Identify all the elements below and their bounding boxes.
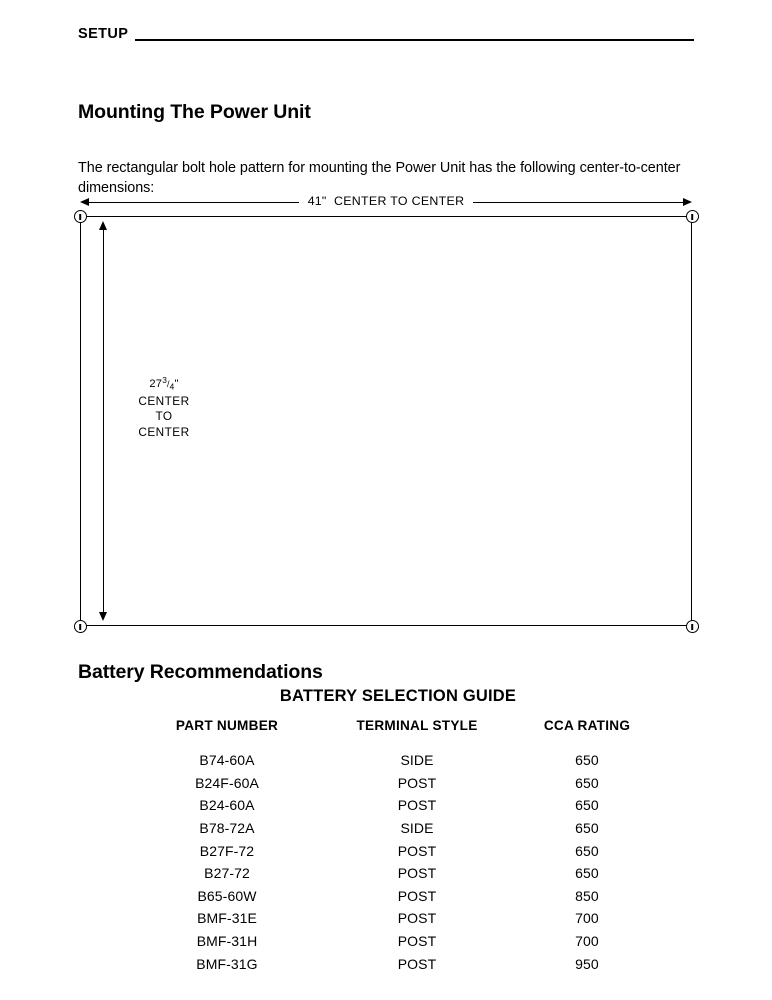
cell-part-number: B27-72 — [204, 865, 250, 882]
column-header-cca-rating: CCA RATING — [543, 718, 631, 733]
vertical-dimension-measure — [118, 377, 210, 393]
bolt-hole-icon-top-right — [686, 210, 699, 223]
bolt-hole-icon-bottom-right — [686, 620, 699, 633]
table-row — [130, 952, 664, 975]
arrow-left-icon — [80, 198, 89, 206]
cell-cca-rating: 650 — [575, 774, 599, 791]
vertical-dimension-line — [103, 230, 104, 612]
table-row — [130, 772, 664, 795]
cell-terminal-style: SIDE — [400, 752, 434, 769]
cell-terminal-style: POST — [397, 955, 437, 972]
vertical-measure-whole: 27 — [149, 378, 163, 390]
table-row — [130, 862, 664, 885]
section-heading-mounting: Mounting The Power Unit — [78, 101, 311, 124]
running-header-label: SETUP — [78, 25, 129, 42]
arrow-down-icon — [99, 612, 107, 621]
horizontal-dimension-label — [299, 195, 474, 207]
mounting-intro-paragraph: The rectangular bolt hole pattern for mounting the Power Unit has the following center-to-center dimensions: — [78, 160, 681, 197]
cell-terminal-style: POST — [397, 933, 437, 950]
vertical-dimension-line3: CENTER — [138, 424, 190, 439]
vertical-measure-unit: " — [174, 378, 179, 390]
running-header — [78, 24, 694, 46]
vertical-dimension — [97, 221, 109, 621]
cell-terminal-style: POST — [397, 842, 437, 859]
bolt-hole-pattern-diagram — [60, 185, 760, 635]
cell-part-number: B27F-72 — [199, 842, 255, 859]
cell-cca-rating: 950 — [575, 955, 599, 972]
cell-cca-rating: 650 — [575, 797, 599, 814]
cell-cca-rating: 650 — [575, 820, 599, 837]
fraction-numerator: 3 — [162, 375, 168, 386]
vertical-measure-fraction: $^3/_4$ — [162, 375, 175, 392]
cell-cca-rating: 650 — [575, 865, 599, 882]
cell-part-number: B78-72A — [199, 820, 255, 837]
cell-cca-rating: 650 — [575, 842, 599, 859]
cell-terminal-style: POST — [397, 774, 437, 791]
cell-part-number: B65-60W — [197, 887, 257, 904]
table-row — [130, 817, 664, 840]
arrow-up-icon — [99, 221, 107, 230]
column-header-terminal-style: TERMINAL STYLE — [356, 718, 478, 733]
vertical-dimension-line2: TO — [155, 409, 173, 423]
column-header-part-number: PART NUMBER — [175, 718, 279, 733]
horizontal-dimension-text: CENTER TO CENTER — [333, 193, 465, 208]
cell-part-number: BMF-31H — [196, 933, 258, 950]
battery-table-title: BATTERY SELECTION GUIDE — [279, 687, 517, 705]
dimension-line-right — [473, 202, 683, 203]
section-heading-battery: Battery Recommendations — [78, 661, 323, 684]
bolt-hole-icon-top-left — [74, 210, 87, 223]
arrow-right-icon — [683, 198, 692, 206]
cell-cca-rating: 700 — [575, 933, 599, 950]
cell-part-number: B74-60A — [199, 752, 255, 769]
cell-terminal-style: POST — [397, 865, 437, 882]
cell-cca-rating: 650 — [575, 752, 599, 769]
table-row — [130, 930, 664, 953]
cell-part-number: B24-60A — [199, 797, 255, 814]
cell-part-number: BMF-31E — [197, 910, 257, 927]
cell-terminal-style: SIDE — [400, 820, 434, 837]
cell-terminal-style: POST — [397, 797, 437, 814]
table-row — [130, 885, 664, 908]
vertical-dimension-label — [118, 377, 210, 440]
battery-selection-table — [130, 718, 664, 975]
cell-part-number: BMF-31G — [196, 955, 258, 972]
bolt-hole-icon-bottom-left — [74, 620, 87, 633]
cell-cca-rating: 850 — [575, 887, 599, 904]
cell-part-number: B24F-60A — [195, 774, 259, 791]
table-row — [130, 749, 664, 772]
table-row — [130, 907, 664, 930]
fraction-denominator: 4 — [169, 381, 175, 392]
cell-terminal-style: POST — [397, 910, 437, 927]
dimension-line-left — [89, 202, 299, 203]
table-header-row — [130, 718, 664, 749]
horizontal-dimension — [80, 193, 692, 211]
cell-terminal-style: POST — [397, 887, 437, 904]
cell-cca-rating: 700 — [575, 910, 599, 927]
table-row — [130, 794, 664, 817]
table-row — [130, 839, 664, 862]
header-rule-divider — [135, 39, 694, 41]
vertical-dimension-line1: CENTER — [138, 393, 190, 408]
horizontal-dimension-measure: 41" — [307, 193, 327, 208]
